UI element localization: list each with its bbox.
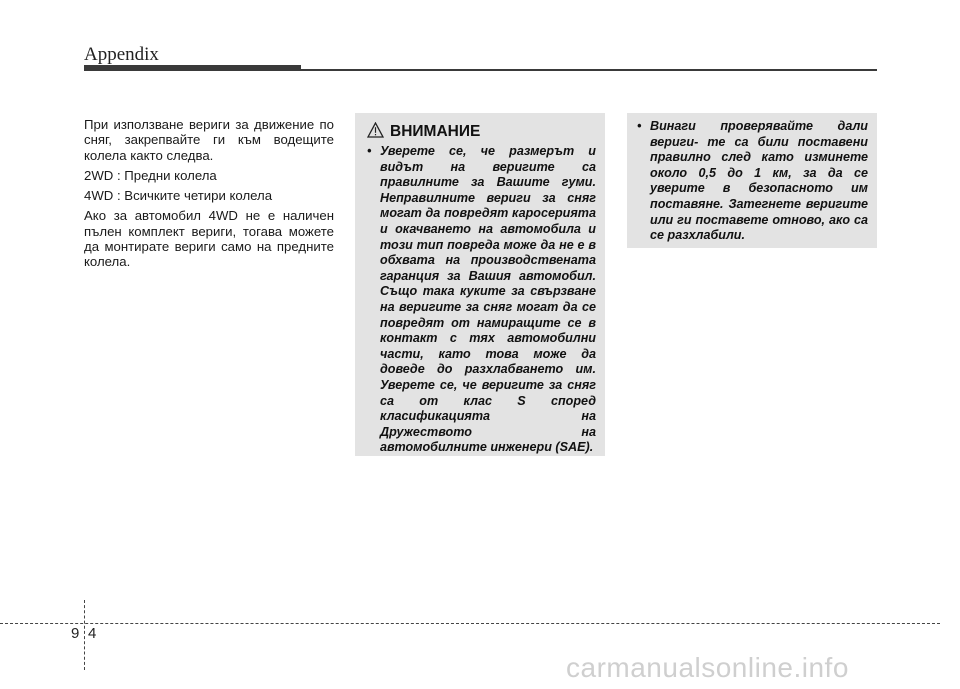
watermark-text: carmanualsonline.info	[566, 652, 849, 683]
side-note-bullet-text: Винаги проверявайте дали вериги- те са били поставени правилно след като изминете около 0,5 до 1 км, за да се уверите в безопасното им поставяне. Затегнете веригите или ги поставете отново, ако са се разхлабили.	[650, 119, 868, 243]
page-section-number: 9	[71, 625, 80, 642]
footer-dashed-rule	[0, 623, 940, 624]
body-column	[84, 117, 334, 275]
paragraph-chains-intro: При използване вериги за движение по сняг, закрепвайте ги към водещите колела както следва.	[84, 117, 334, 163]
warning-title: ВНИМАНИЕ	[390, 123, 481, 140]
header-rule-thick	[84, 65, 301, 71]
warning-heading	[367, 122, 480, 142]
side-note-box	[627, 113, 877, 248]
bullet-dot: •	[637, 119, 642, 133]
warning-triangle-icon	[367, 122, 384, 143]
page-number: 4	[88, 625, 97, 642]
warning-bullet-text: Уверете се, че размерът и видът на веригите са правилните за Вашите гуми. Неправилните вериги за сняг могат да повредят каросерията и окачването на автомобила и този тип повреда може да не е в обхвата на производствената гаранция за Вашия автомобил. Също така куките за свързване на веригите за сняг могат да се повредят от намиращите се в контакт с тях автомобилни части, като това може да доведе до разхлабването им. Уверете се, че веригите за сняг са от клас S според класификацията на Дружеството на автомобилните инженери (SAE).	[380, 144, 596, 455]
bullet-dot: •	[367, 144, 372, 158]
paragraph-4wd: 4WD : Всичките четири колела	[84, 188, 273, 204]
side-note-bullet	[637, 119, 868, 244]
paragraph-2wd: 2WD : Предни колела	[84, 167, 217, 183]
warning-box	[355, 113, 605, 456]
header-title: Appendix	[84, 44, 159, 65]
warning-bullet	[367, 144, 596, 456]
footer-dashed-divider	[84, 600, 85, 670]
paragraph-4wd-partial-set: Ако за автомобил 4WD не е наличен пълен комплект вериги, тогава можете да монтирате вериги само на предните колела.	[84, 208, 334, 270]
header-rule-thin	[301, 69, 877, 71]
